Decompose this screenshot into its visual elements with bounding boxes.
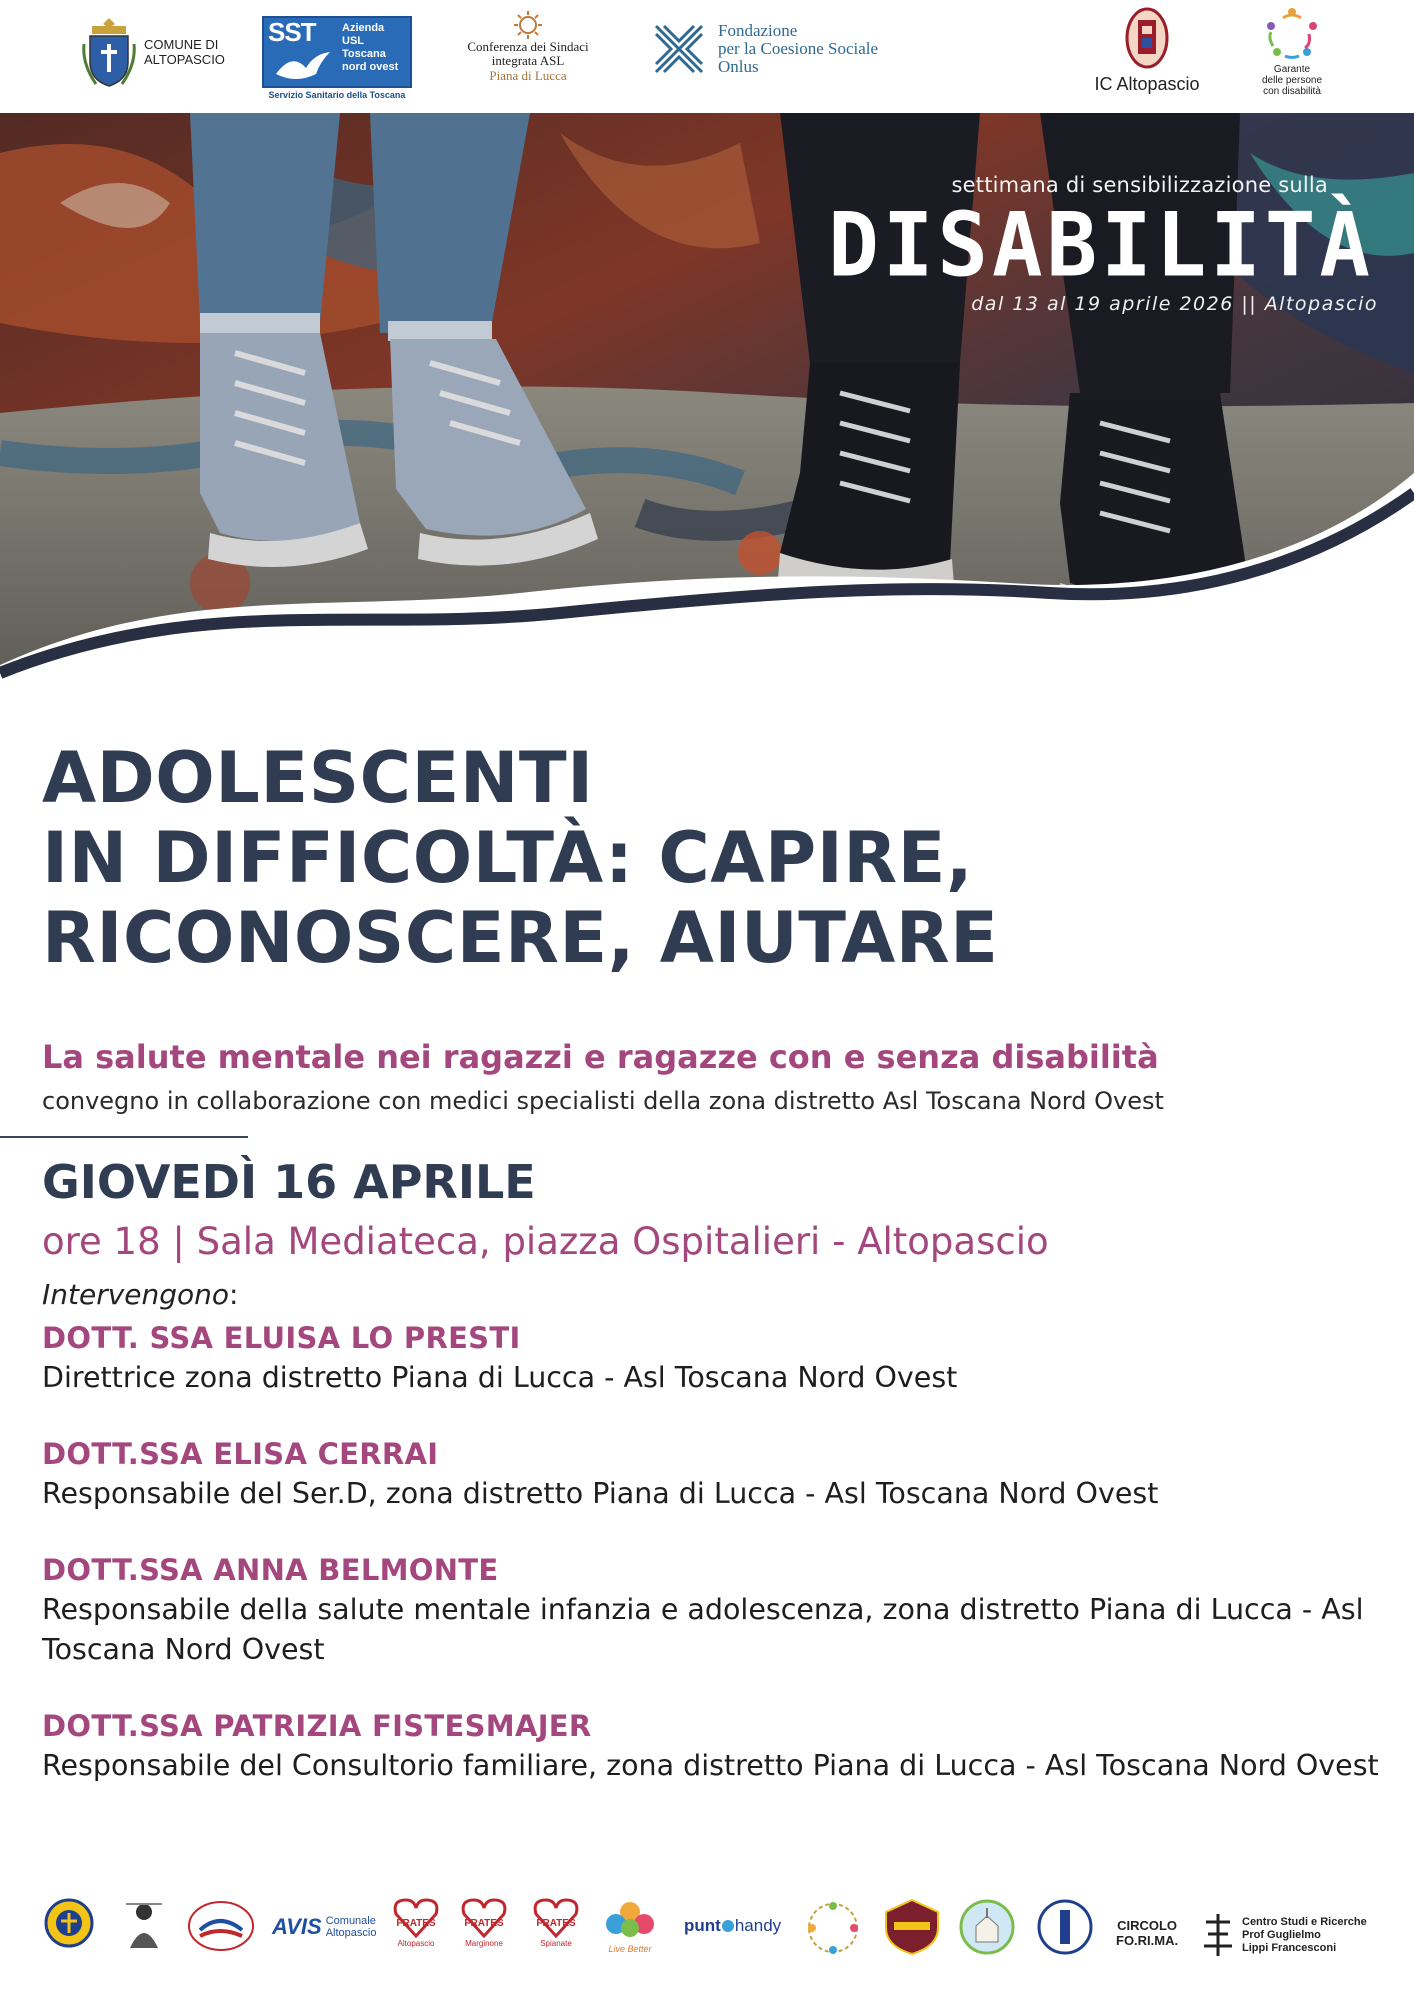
partner-logos-header xyxy=(0,0,1414,112)
sst-usl: USL xyxy=(342,35,364,47)
fondazione-x-icon xyxy=(650,20,708,78)
comune-label-1: COMUNE DI xyxy=(144,37,219,52)
avis-sub-2: Altopascio xyxy=(325,1927,377,1939)
figure-icon xyxy=(122,1898,166,1954)
church-icon xyxy=(958,1898,1016,1956)
ic-altopascio-logo xyxy=(1082,6,1212,95)
sport-badge-icon xyxy=(186,1898,256,1954)
speaker-item xyxy=(42,1318,1382,1398)
fondazione-label-3: Onlus xyxy=(718,57,759,76)
frates-spianate-logo xyxy=(532,1898,580,1948)
comune-crest-icon xyxy=(80,14,138,90)
avis-label: AVIS xyxy=(272,1914,322,1939)
sst-subtitle: Servizio Sanitario della Toscana xyxy=(268,90,406,100)
garante-disabilita-logo xyxy=(1244,6,1340,97)
sun-emblem-icon xyxy=(513,10,543,40)
frates-1-caption: Altopascio xyxy=(397,1939,435,1948)
i-sogni-logo xyxy=(802,1898,864,1958)
ic-altopascio-label: IC Altopascio xyxy=(1094,74,1200,94)
circle-dots-icon xyxy=(802,1898,864,1958)
event-date: GIOVEDÌ 16 APRILE xyxy=(42,1155,536,1209)
event-description: convegno in collaborazione con medici specialisti della zona distretto Asl Toscana Nord Ovest xyxy=(42,1087,1164,1115)
sst-azienda: Azienda xyxy=(342,22,385,34)
speakers-list xyxy=(42,1318,1382,1822)
centro-label-2: Prof Guglielmo xyxy=(1242,1928,1321,1941)
hero-banner xyxy=(0,113,1414,753)
tower-icon xyxy=(1036,1898,1094,1956)
speakers-heading-colon: : xyxy=(229,1278,239,1311)
fondazione-label-1: Fondazione xyxy=(718,21,798,40)
garante-label-1: Garante xyxy=(1273,64,1311,75)
frates-3-caption: Spianate xyxy=(540,1939,572,1948)
event-title-line-1: ADOLESCENTI xyxy=(42,737,594,819)
comune-label-2: ALTOPASCIO xyxy=(144,52,225,67)
ic-emblem-icon xyxy=(1124,6,1170,70)
event-title-line-2: IN DIFFICOLTÀ: CAPIRE, xyxy=(42,817,974,899)
speaker-name: DOTT.SSA PATRIZIA FISTESMAJER xyxy=(42,1709,592,1743)
speaker-role: Responsabile della salute mentale infanzia e adolescenza, zona distretto Piana di Lucca - Asl Toscana Nord Ovest xyxy=(42,1593,1364,1666)
speaker-name: DOTT.SSA ELISA CERRAI xyxy=(42,1437,439,1471)
people-circle-icon xyxy=(1263,6,1321,62)
misericordia-seal-icon xyxy=(44,1898,94,1948)
event-title xyxy=(42,738,998,978)
avis-logo xyxy=(272,1914,376,1940)
frates-1-label: FRATES xyxy=(396,1918,436,1929)
centro-studi-logo xyxy=(1198,1910,1367,1960)
punto-handy-logo xyxy=(684,1916,781,1936)
event-subtitle: La salute mentale nei ragazzi e ragazze con e senza disabilità xyxy=(42,1038,1159,1076)
live-better-label: Live Better xyxy=(608,1944,652,1954)
partner-logos-footer xyxy=(0,1898,1414,1988)
comune-altopascio-logo xyxy=(80,14,225,90)
conferenza-label-2: integrata ASL xyxy=(491,53,565,68)
conferenza-sindaci-logo xyxy=(448,10,608,84)
speaker-name: DOTT.SSA ANNA BELMONTE xyxy=(42,1553,499,1587)
frates-altopascio-logo xyxy=(392,1898,440,1948)
speakers-heading xyxy=(42,1278,238,1311)
speaker-name: DOTT. SSA ELUISA LO PRESTI xyxy=(42,1321,521,1355)
event-time-place: ore 18 | Sala Mediateca, piazza Ospitalieri - Altopascio xyxy=(42,1220,1049,1263)
section-divider xyxy=(0,1136,248,1138)
conferenza-label-1: Conferenza dei Sindaci xyxy=(467,39,589,54)
sst-acronym: SST xyxy=(268,17,316,47)
sport-toscana-logo xyxy=(186,1898,256,1954)
speaker-role: Responsabile del Ser.D, zona distretto Piana di Lucca - Asl Toscana Nord Ovest xyxy=(42,1477,1159,1510)
live-better-logo xyxy=(600,1898,660,1954)
punto-handy-label-a: punt xyxy=(684,1916,721,1935)
fondazione-label-2: per la Coesione Sociale xyxy=(718,39,879,58)
garante-label-3: con disabilità xyxy=(1263,86,1321,97)
speaker-item xyxy=(42,1550,1382,1670)
event-title-line-3: RICONOSCERE, AIUTARE xyxy=(42,897,999,979)
conferenza-label-3: Piana di Lucca xyxy=(489,68,567,83)
centro-label-1: Centro Studi e Ricerche xyxy=(1242,1915,1367,1928)
circolo-label-1: CIRCOLO xyxy=(1117,1918,1178,1933)
speaker-item xyxy=(42,1706,1382,1786)
tower-logo xyxy=(1036,1898,1094,1956)
speakers-heading-label: Intervengono xyxy=(42,1278,230,1311)
asd-altopascio-logo xyxy=(882,1898,942,1956)
frates-3-label: FRATES xyxy=(536,1918,576,1929)
punto-handy-label-b: handy xyxy=(734,1916,782,1935)
circolo-forima-logo xyxy=(1116,1918,1178,1948)
sst-nord-ovest: nord ovest xyxy=(342,61,399,73)
pubblica-assistenza-logo xyxy=(122,1898,166,1954)
circolo-label-2: FO.RI.MA. xyxy=(1116,1933,1179,1948)
speaker-role: Responsabile del Consultorio familiare, zona distretto Piana di Lucca - Asl Toscana Nord Ovest xyxy=(42,1749,1379,1782)
centro-label-3: Lippi Francesconi xyxy=(1242,1941,1337,1954)
dove-icon xyxy=(272,48,334,84)
sst-toscana: Toscana xyxy=(342,48,386,60)
hero-dates: dal 13 al 19 aprile 2026 || Altopascio xyxy=(971,293,1378,315)
avis-sub-1: Comunale xyxy=(325,1915,376,1927)
shield-icon xyxy=(882,1898,942,1956)
garante-label-2: delle persone xyxy=(1261,75,1323,86)
frates-marginone-logo xyxy=(460,1898,508,1948)
fondazione-coesione-logo xyxy=(650,20,878,78)
misericordia-logo xyxy=(44,1898,94,1948)
hero-title: DISABILITÀ xyxy=(828,193,1374,297)
speaker-role: Direttrice zona distretto Piana di Lucca - Asl Toscana Nord Ovest xyxy=(42,1361,958,1394)
parish-logo xyxy=(958,1898,1016,1956)
frates-2-label: FRATES xyxy=(464,1918,504,1929)
hero-text-block xyxy=(828,173,1378,315)
sst-usl-logo xyxy=(262,16,412,104)
hero-kicker: settimana di sensibilizzazione sulla xyxy=(951,173,1328,197)
speaker-item xyxy=(42,1434,1382,1514)
centro-studi-monogram-icon xyxy=(1198,1910,1238,1960)
frates-2-caption: Marginone xyxy=(465,1939,503,1948)
punto-dot-icon xyxy=(722,1920,734,1932)
